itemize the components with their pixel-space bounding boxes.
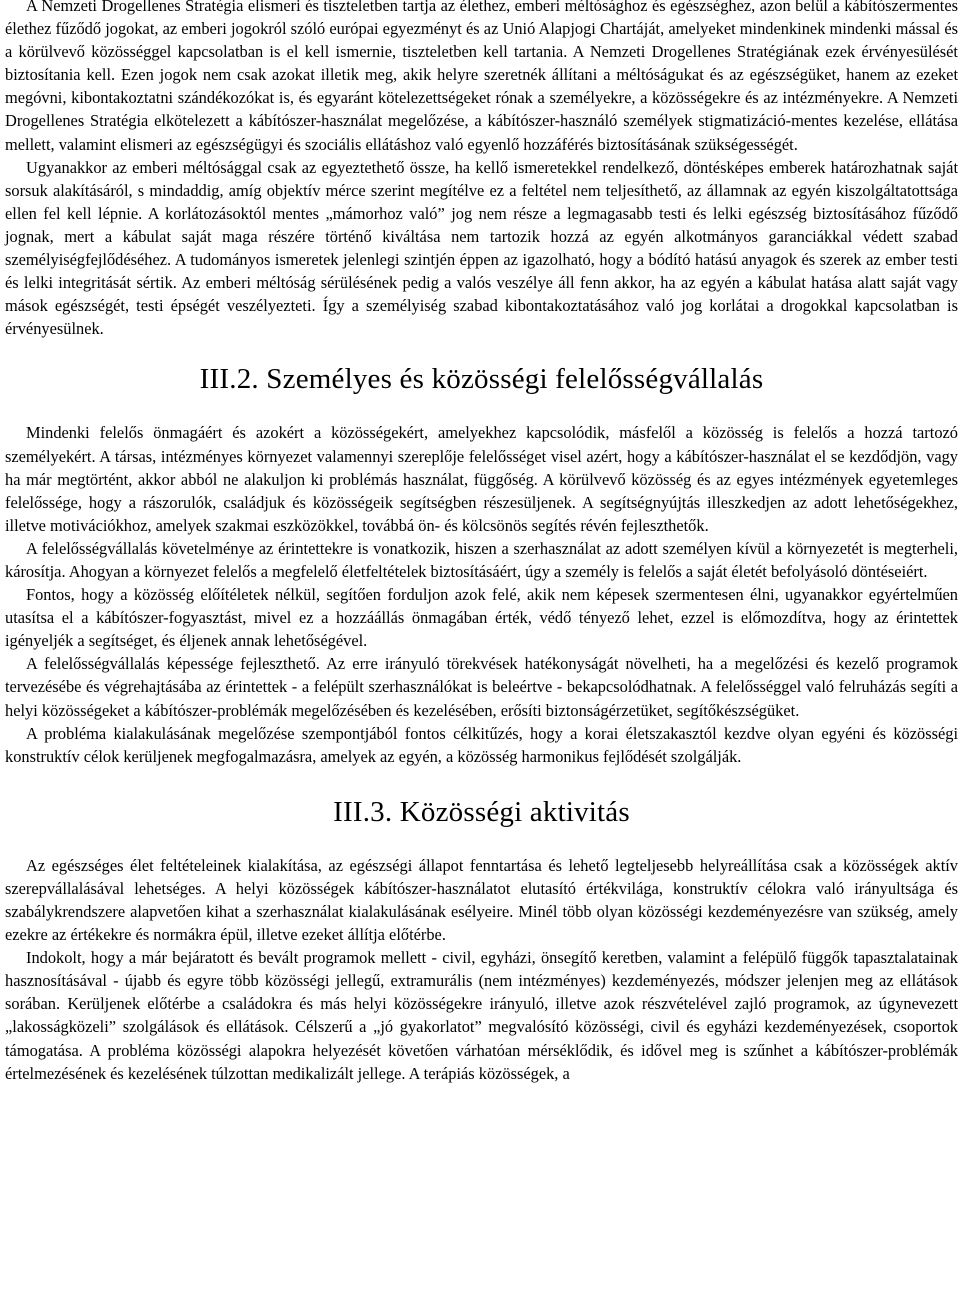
section-heading: III.3. Közösségi aktivitás bbox=[333, 795, 630, 828]
section-community bbox=[5, 854, 958, 1085]
document-page bbox=[5, 0, 958, 1085]
section-rights bbox=[5, 0, 958, 340]
paragraph: Indokolt, hogy a már bejáratott és bevált programok mellett - civil, egyházi, önsegítő keretben, valamint a felépülő függők tapasztalatainak hasznosításával - újabb és egyre több közösségi jellegű, extramurális (nem intézményes) kezdeményezés, módszer jelenjen meg az ellátások sorában. Kerüljenek előtérbe a családokra és más helyi közösségekre irányuló, illetve azok részvételével zajló programok, az úgynevezett „lakosságközeli” szolgálások és ellátások. Célszerű a „jó gyakorlatot” megvalósító közösségi, civil és egyházi kezdeményezések, csoportok támogatása. A probléma közösségi alapokra helyezését követően várhatóan mérséklődik, és idővel meg is szűnhet a kábítószer-problémák értelmezésének és kezelésének túlzottan medikalizált jellege. A terápiás közösségek, a bbox=[5, 948, 958, 1083]
paragraph: Mindenki felelős önmagáért és azokért a közösségekért, amelyekhez kapcsolódik, másfelől a közösség is felelős a hozzá tartozó személyekért. A társas, intézményes környezet valamennyi szereplője felelősséget visel azért, hogy a kábítószer-használat el se kezdődjön, vagy ha már megtörtént, akkor abból ne alakuljon ki problémás használat, függőség. A körülvevő közösség és az egyes intézmények egyetemleges felelőssége, hogy a rászorulók, családjuk és közösségeik segítségben részesüljenek. A segítségnyújtás illeszkedjen az adott lehetőségekhez, illetve motivációkhoz, amelyek szakmai eszközökkel, továbbá ön- és kölcsönös segítés révén fejleszthetők. bbox=[5, 423, 958, 535]
paragraph: Fontos, hogy a közösség előítéletek nélkül, segítően forduljon azok felé, akik nem képesek szermentesen élni, ugyanakkor egyértelműen utasítsa el a kábítószer-fogyasztást, mivel ez a hozzáállás önmagában érték, védő tényező lehet, ezzel is előmozdítva, hogy az érintettek igényeljék a segítséget, és éljenek annak lehetőségével. bbox=[5, 585, 958, 651]
paragraph: A felelősségvállalás követelménye az érintettekre is vonatkozik, hiszen a szerhasználat az adott személyen kívül a környezetét is megterheli, károsítja. Ahogyan a környezet felelős a megfelelő életfeltételek biztosításáért, úgy a személy is felelős a saját életét befolyásoló döntéseiért. bbox=[5, 538, 958, 581]
paragraph: A felelősségvállalás képessége fejleszthető. Az erre irányuló törekvések hatékonyságát növelheti, ha a megelőzési és kezelő programok tervezésébe és végrehajtásába az érintettek - a felépült szerhasználókat is beleértve - bekapcsolódhatnak. A felelősséggel való felruházás segíti a helyi közösségeket a kábítószer-problémák megelőzésében és kezelésében, erősíti biztonságérzetüket, segítőkészségüket. bbox=[5, 654, 958, 720]
section-responsibility bbox=[5, 421, 958, 767]
paragraph: A Nemzeti Drogellenes Stratégia elismeri és tiszteletben tartja az élethez, emberi méltósághoz és egészséghez, azon belül a kábítószermentes élethez fűződő jogokat, az emberi jogokról szóló európai egyezményt és az Unió Alapjogi Chartáját, amelyeket mindenkinek mindenki mással és a körülvevő közösséggel kapcsolatban is el kell ismernie, tiszteletben kell tartania. A Nemzeti Drogellenes Stratégiának ezek érvényesülését biztosítania kell. Ezen jogok nem csak azokat illetik meg, akik helyre szeretnék állítani a méltóságukat és az egészségüket, hanem az ezeket megóvni, kibontakoztatni szándékozókat is, és egyaránt kötelezettségeket rónak a személyekre, a közösségekre és az intézményekre. A Nemzeti Drogellenes Stratégia elkötelezett a kábítószer-használat megelőzése, a kábítószer-használó személyek stigmatizáció-mentes kezelése, ellátása mellett, valamint elismeri az egészségügyi és szociális ellátáshoz való egyenlő hozzáférés biztosításának szükségességét. bbox=[5, 0, 958, 154]
paragraph: A probléma kialakulásának megelőzése szempontjából fontos célkitűzés, hogy a korai életszakasztól kezdve olyan egyéni és közösségi konstruktív célok kerüljenek megfogalmazásra, amelyek az egyén, a közösség harmonikus fejlődését szolgálják. bbox=[5, 723, 958, 766]
section-heading: III.2. Személyes és közösségi felelősségvállalás bbox=[199, 363, 764, 396]
paragraph: Az egészséges élet feltételeinek kialakítása, az egészségi állapot fenntartása és lehető legteljesebb helyreállítása csak a közösségek aktív szerepvállalásával lehetséges. A helyi közösségek kábítószer-használatot elutasító értékvilága, konstruktív célokra való irányultsága és szabálykrendszere alapvetően kihat a szerhasználat kialakulásának esélyeire. Minél több olyan közösségi kezdeményezésre van szükség, amely ezekre az értékekre és normákra épül, illetve ezeket állítja előtérbe. bbox=[5, 855, 958, 945]
paragraph: Ugyanakkor az emberi méltósággal csak az egyeztethető össze, ha kellő ismeretekkel rendelkező, döntésképes emberek határozhatnak saját sorsuk alakításáról, s mindaddig, amíg objektív mérce szerint megítélve ez a feltétel nem teljesíthető, az államnak az egyén kiszolgáltatottsága ellen fel kell lépnie. A korlátozásoktól mentes „mámorhoz való” jog nem része a legmagasabb testi és lelki egészség biztosításához fűződő jognak, mert a kábulat saját maga részére történő kiváltása nem tartozik hozzá az egyén alkotmányos garanciákkal védett szabad személyiségfejlődéséhez. A tudományos ismeretek jelenlegi szintjén éppen az igazolható, hogy a bódító hatású anyagok és szerek az ember testi és lelki integritását sértik. Az emberi méltóság sérülésének pedig a valós veszélye áll fenn akkor, ha az egyén a kábulat hatása alatt saját vagy mások egészségét, testi épségét veszélyezteti. Így a személyiség szabad kibontakoztatásához való jog korlátai a drogokkal kapcsolatban is érvényesülnek. bbox=[5, 157, 958, 339]
